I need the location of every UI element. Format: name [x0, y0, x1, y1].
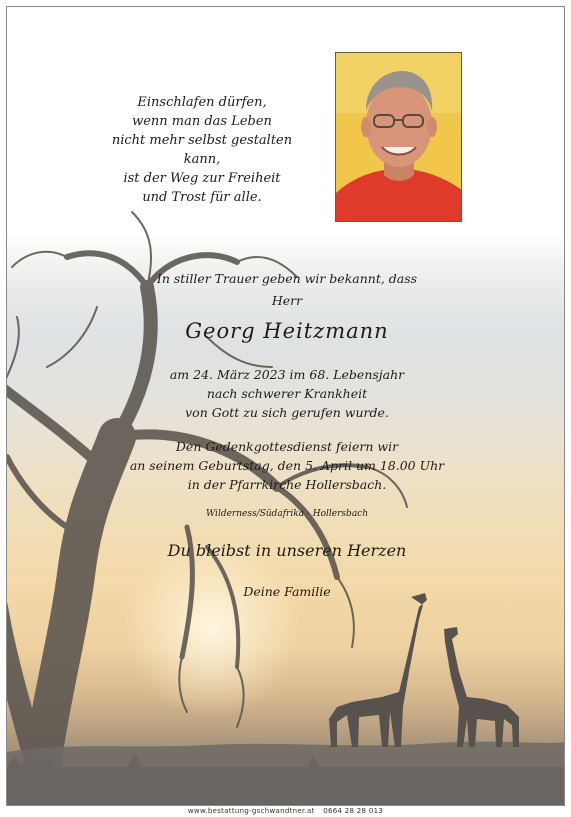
- death-notice-line: von Gott zu sich gerufen wurde.: [185, 405, 389, 420]
- service-line: Den Gedenkgottesdienst feiern wir: [175, 439, 399, 454]
- portrait-photo: [335, 52, 462, 222]
- quote-line: wenn man das Leben: [132, 114, 272, 129]
- announcement-intro: In stiller Trauer geben wir bekannt, dass: [156, 271, 418, 286]
- footer-website: www.bestattung-gschwandtner.at: [187, 807, 315, 815]
- family-signature: Deine Familie: [243, 584, 331, 599]
- footer-phone: 0664 28 28 013: [323, 807, 384, 815]
- death-notice: [67, 365, 507, 422]
- quote-line: Einschlafen dürfen,: [137, 95, 267, 110]
- footer-contact: [0, 807, 571, 815]
- farewell-message: Du bleibst in unseren Herzen: [167, 541, 407, 560]
- obituary-card: [6, 6, 565, 806]
- death-notice-line: nach schwerer Krankheit: [206, 386, 368, 401]
- quote-line: nicht mehr selbst gestalten kann,: [111, 133, 293, 167]
- service-line: in der Pfarrkirche Hollersbach.: [187, 477, 387, 492]
- places-line: Wilderness/Südafrika - Hollersbach: [205, 509, 369, 519]
- quote-line: ist der Weg zur Freiheit: [123, 171, 281, 186]
- giraffe-silhouettes: [329, 593, 519, 747]
- giraffe-small: [444, 627, 519, 747]
- portrait-illustration: [336, 53, 462, 222]
- deceased-name: Georg Heitzmann: [185, 319, 389, 343]
- memorial-quote: [97, 93, 307, 207]
- death-notice-line: am 24. März 2023 im 68. Lebensjahr: [169, 367, 405, 382]
- memorial-service-info: [67, 437, 507, 494]
- service-line: an seinem Geburtstag, den 5. April um 18.00 Uhr: [129, 458, 445, 473]
- quote-line: und Trost für alle.: [142, 190, 262, 205]
- sun-glow: [122, 537, 302, 717]
- honorific: Herr: [271, 293, 303, 308]
- giraffe-large: [329, 593, 427, 747]
